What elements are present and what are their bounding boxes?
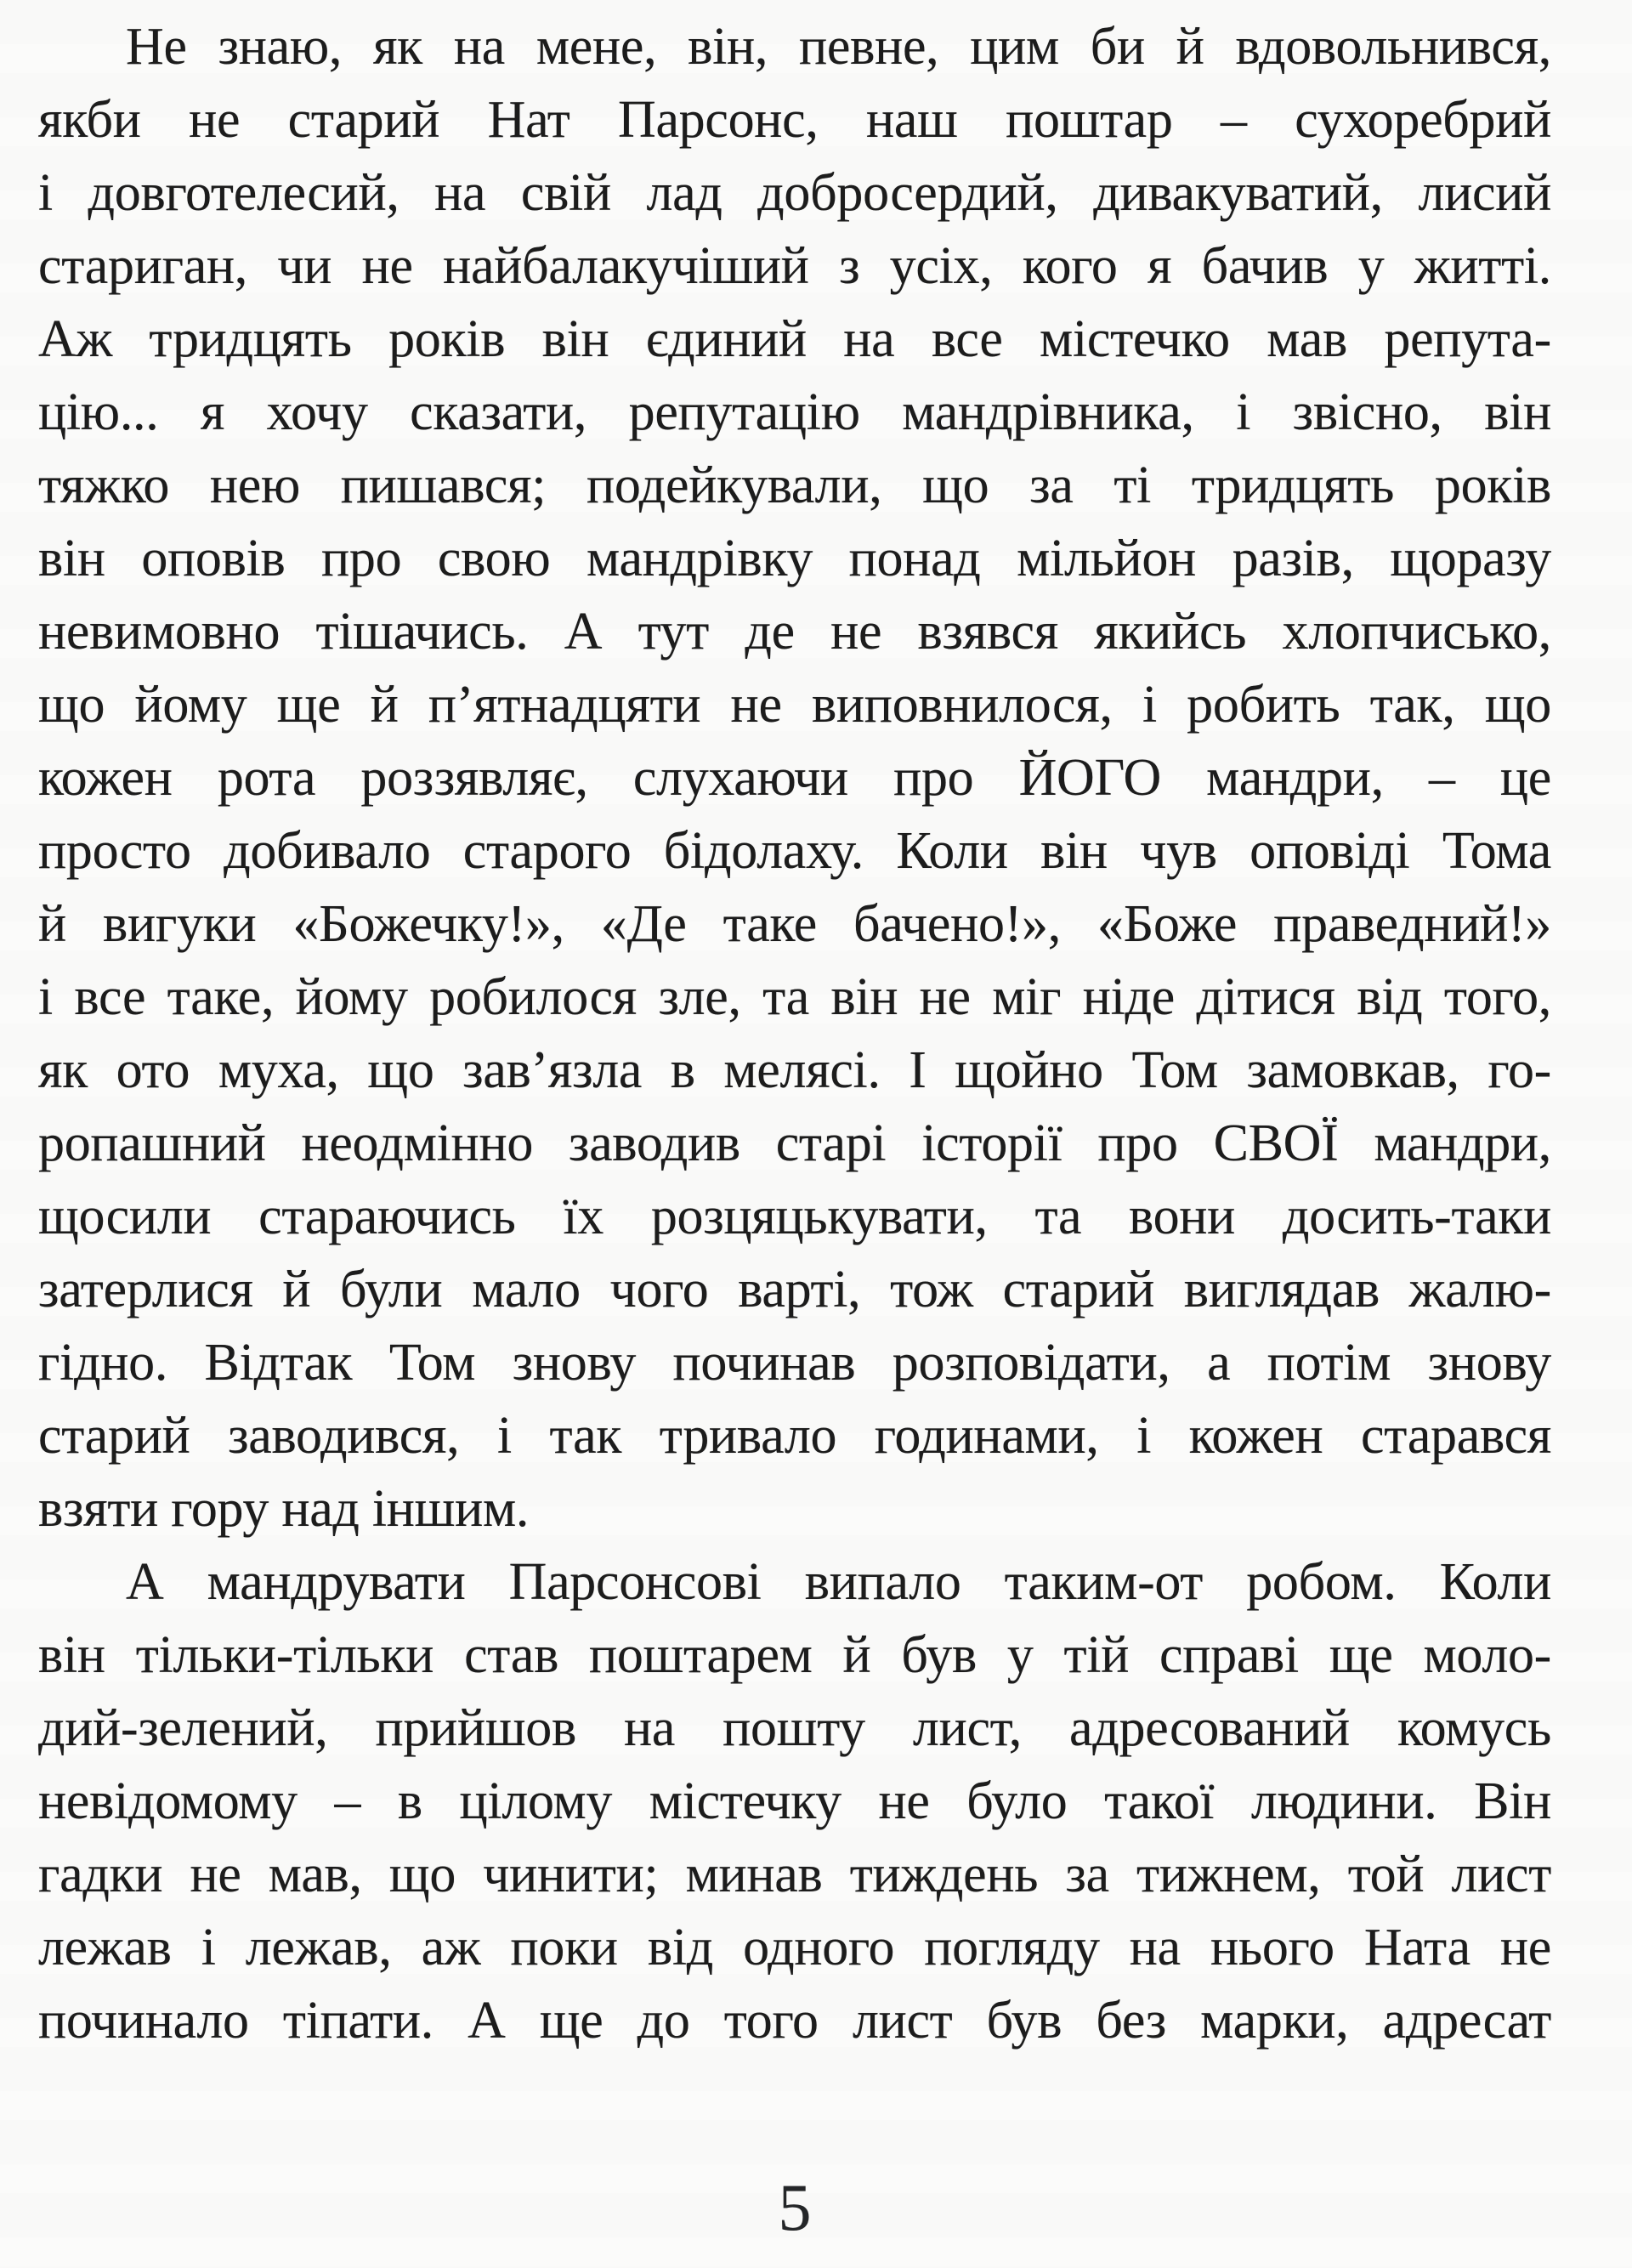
text-line: лежав і лежав, аж поки від одного погляду на нього Ната не <box>38 1919 1551 1976</box>
text-line: дий-зелений, прийшов на пошту лист, адресований комусь <box>38 1699 1551 1757</box>
page-number: 5 <box>778 2170 812 2244</box>
text-line: затерлися й були мало чого варті, тож старий виглядав жалю- <box>38 1261 1551 1318</box>
page-text-block <box>38 10 1551 2057</box>
text-line: він оповів про свою мандрівку понад мільйон разів, щоразу <box>38 530 1551 587</box>
text-line: гадки не мав, що чинити; минав тиждень за тижнем, той лист <box>38 1846 1551 1903</box>
text-line: невимовно тішачись. А тут де не взявся якийсь хлопчисько, <box>38 603 1551 661</box>
text-line: як ото муха, що зав’язла в мелясі. І щойно Том замовкав, го- <box>38 1041 1551 1099</box>
text-line: кожен рота роззявляє, слухаючи про ЙОГО мандри, – це <box>38 749 1551 807</box>
text-line: ропашний неодмінно заводив старі історії про СВОЇ мандри, <box>38 1114 1551 1172</box>
text-line: гідно. Відтак Том знову починав розповідати, а потім знову <box>38 1334 1551 1392</box>
text-line: старий заводився, і так тривало годинами, і кожен старався <box>38 1407 1551 1465</box>
text-line: що йому ще й п’ятнадцяти не виповнилося, і робить так, що <box>38 676 1551 734</box>
text-line: невідомому – в цілому містечку не було такої людини. Він <box>38 1772 1551 1830</box>
text-line: тяжко нею пишався; подейкували, що за ті тридцять років <box>38 456 1551 514</box>
text-line: і все таке, йому робилося зле, та він не міг ніде дітися від того, <box>38 968 1551 1026</box>
text-line: стариган, чи не найбалакучіший з усіх, кого я бачив у житті. <box>38 237 1551 295</box>
text-line: А мандрувати Парсонсові випало таким-от робом. Коли <box>126 1553 1551 1611</box>
text-line: взяти гору над іншим. <box>38 1480 530 1538</box>
text-line: щосили стараючись їх розцяцькувати, та вони досить-таки <box>38 1188 1551 1245</box>
text-line: й вигуки «Божечку!», «Де таке бачено!», «Боже праведний!» <box>38 895 1551 953</box>
text-line: просто добивало старого бідолаху. Коли він чув оповіді Тома <box>38 822 1551 880</box>
text-line: і довготелесий, на свій лад добросердий, дивакуватий, лисий <box>38 164 1551 222</box>
text-line: він тільки-тільки став поштарем й був у тій справі ще моло- <box>38 1626 1551 1684</box>
text-line: Не знаю, як на мене, він, певне, цим би й вдовольнився, <box>126 18 1551 76</box>
text-line: Аж тридцять років він єдиний на все містечко мав репута- <box>38 310 1551 368</box>
text-line: починало тіпати. А ще до того лист був без марки, адресат <box>38 1992 1551 2050</box>
text-line: цію... я хочу сказати, репутацію мандрівника, і звісно, він <box>38 383 1551 441</box>
text-line: якби не старий Нат Парсонс, наш поштар – сухоребрий <box>38 91 1551 149</box>
